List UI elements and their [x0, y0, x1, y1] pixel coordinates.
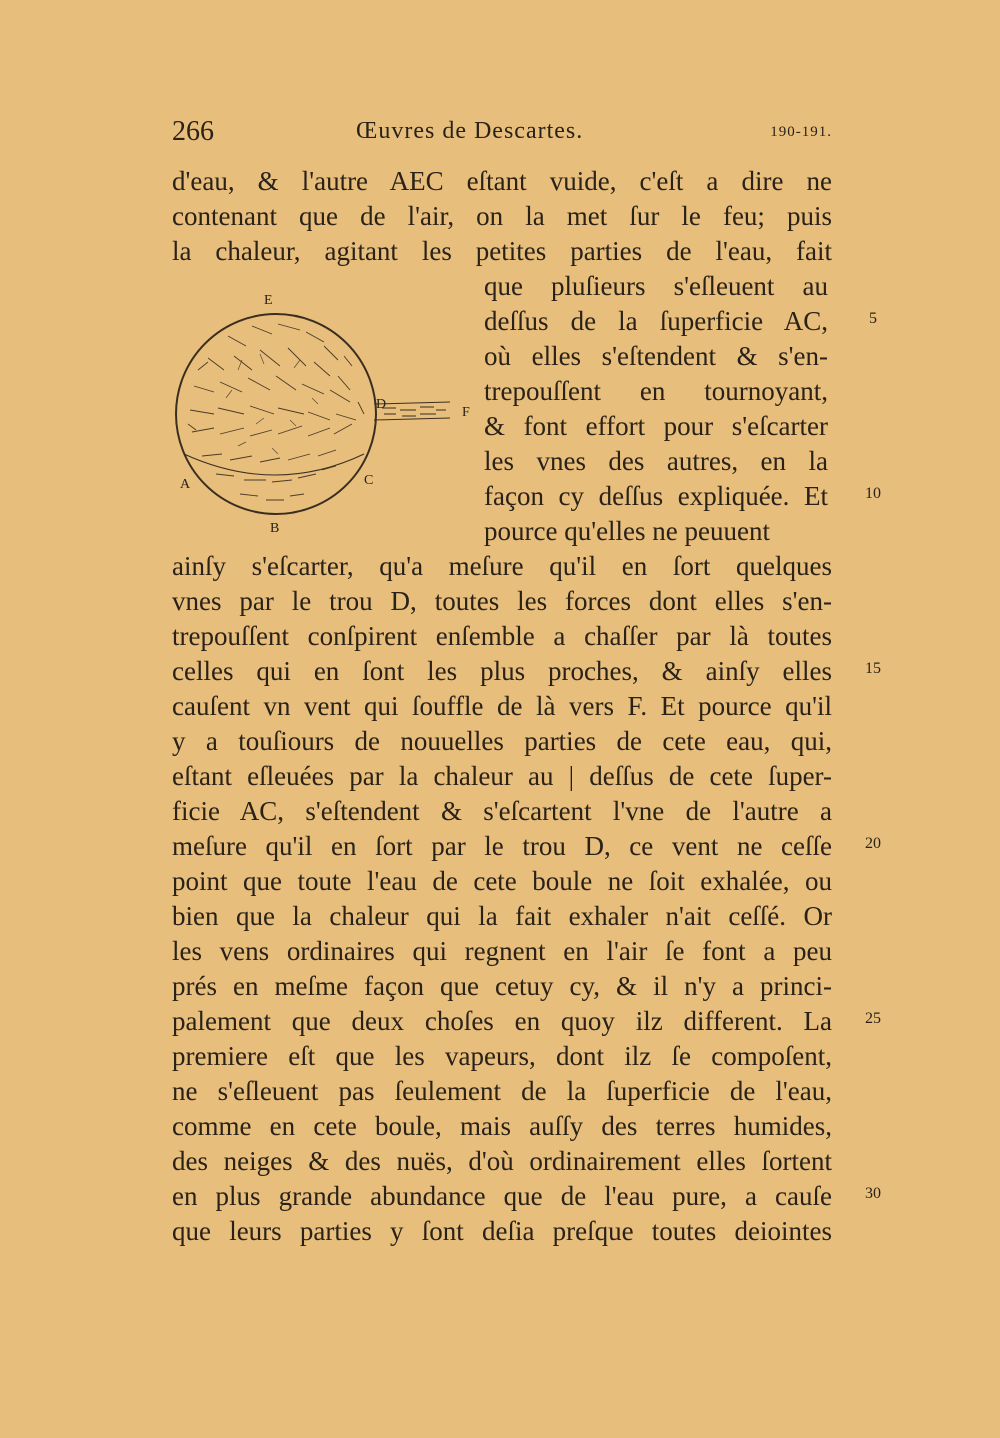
text-line: des neiges & des nuës, d'où ordinairement elles ſortent	[172, 1146, 832, 1176]
text-line: trepouſſent conſpirent enſemble a chaſſer par là toutes	[172, 621, 832, 651]
text-line: ficie AC, s'eſtendent & s'eſcartent l'vne de l'autre a	[172, 796, 832, 826]
line-number: 5	[869, 310, 877, 327]
text-line: y a touſiours de nouuelles parties de cete eau, qui,	[172, 726, 832, 756]
aeolipile-figure	[168, 286, 488, 538]
text-line: les vens ordinaires qui regnent en l'air ſe font a peu	[172, 936, 832, 966]
running-title: Œuvres de Descartes.	[356, 118, 584, 144]
text-line: eſtant eſleuées par la chaleur au | deſſus de cete ſuper-	[172, 761, 832, 791]
label-d: D	[376, 397, 387, 412]
text-line: pource qu'elles ne peuuent	[484, 516, 771, 546]
label-b: B	[270, 521, 280, 536]
line-number: 25	[865, 1010, 881, 1027]
text-line: point que toute l'eau de cete boule ne ſoit exhalée, ou	[172, 866, 832, 896]
line-number: 10	[865, 485, 881, 502]
text-line: la chaleur, agitant les petites parties de l'eau, fait	[172, 236, 832, 266]
text-line: ne s'eſleuent pas ſeulement de la ſuperficie de l'eau,	[172, 1076, 832, 1106]
text-line: celles qui en ſont les plus proches, & ainſy elles	[172, 656, 832, 686]
label-a: A	[180, 477, 191, 492]
text-line: contenant que de l'air, on la met ſur le feu; puis	[172, 201, 832, 231]
line-number: 30	[865, 1185, 881, 1202]
label-e: E	[264, 293, 273, 308]
text-line: les vnes des autres, en la	[484, 446, 828, 476]
text-line: vnes par le trou D, toutes les forces dont elles s'en-	[172, 586, 832, 616]
line-number: 20	[865, 835, 881, 852]
text-line: en plus grande abundance que de l'eau pure, a cauſe	[172, 1181, 832, 1211]
text-line: trepouſſent en tournoyant,	[484, 376, 828, 406]
text-line: deſſus de la ſuperficie AC,	[484, 306, 828, 336]
text-line: ainſy s'eſcarter, qu'a meſure qu'il en ſort quelques	[172, 551, 832, 581]
text-line: bien que la chaleur qui la fait exhaler n'ait ceſſé. Or	[172, 901, 832, 931]
text-line: premiere eſt que les vapeurs, dont ilz ſe compoſent,	[172, 1041, 832, 1071]
text-line: où elles s'eſtendent & s'en-	[484, 341, 828, 371]
text-line: meſure qu'il en ſort par le trou D, ce vent ne ceſſe	[172, 831, 832, 861]
text-line: que pluſieurs s'eſleuent au	[484, 271, 828, 301]
text-line: palement que deux choſes en quoy ilz different. La	[172, 1006, 832, 1036]
text-line: cauſent vn vent qui ſouffle de là vers F. Et pource qu'il	[172, 691, 832, 721]
label-f: F	[462, 405, 470, 420]
page-header	[172, 116, 832, 156]
text-line: & font effort pour s'eſcarter	[484, 411, 828, 441]
text-line: comme en cete boule, mais auſſy des terres humides,	[172, 1111, 832, 1141]
page-number: 266	[172, 116, 214, 147]
text-line: que leurs parties y ſont deſia preſque toutes deiointes	[172, 1216, 832, 1246]
label-c: C	[364, 473, 374, 488]
text-line: façon cy deſſus expliquée. Et	[484, 481, 828, 511]
text-line: d'eau, & l'autre AEC eſtant vuide, c'eſt a dire ne	[172, 166, 832, 196]
line-number: 15	[865, 660, 881, 677]
page-reference: 190-191.	[770, 124, 832, 140]
text-line: prés en meſme façon que cetuy cy, & il n'y a princi-	[172, 971, 832, 1001]
